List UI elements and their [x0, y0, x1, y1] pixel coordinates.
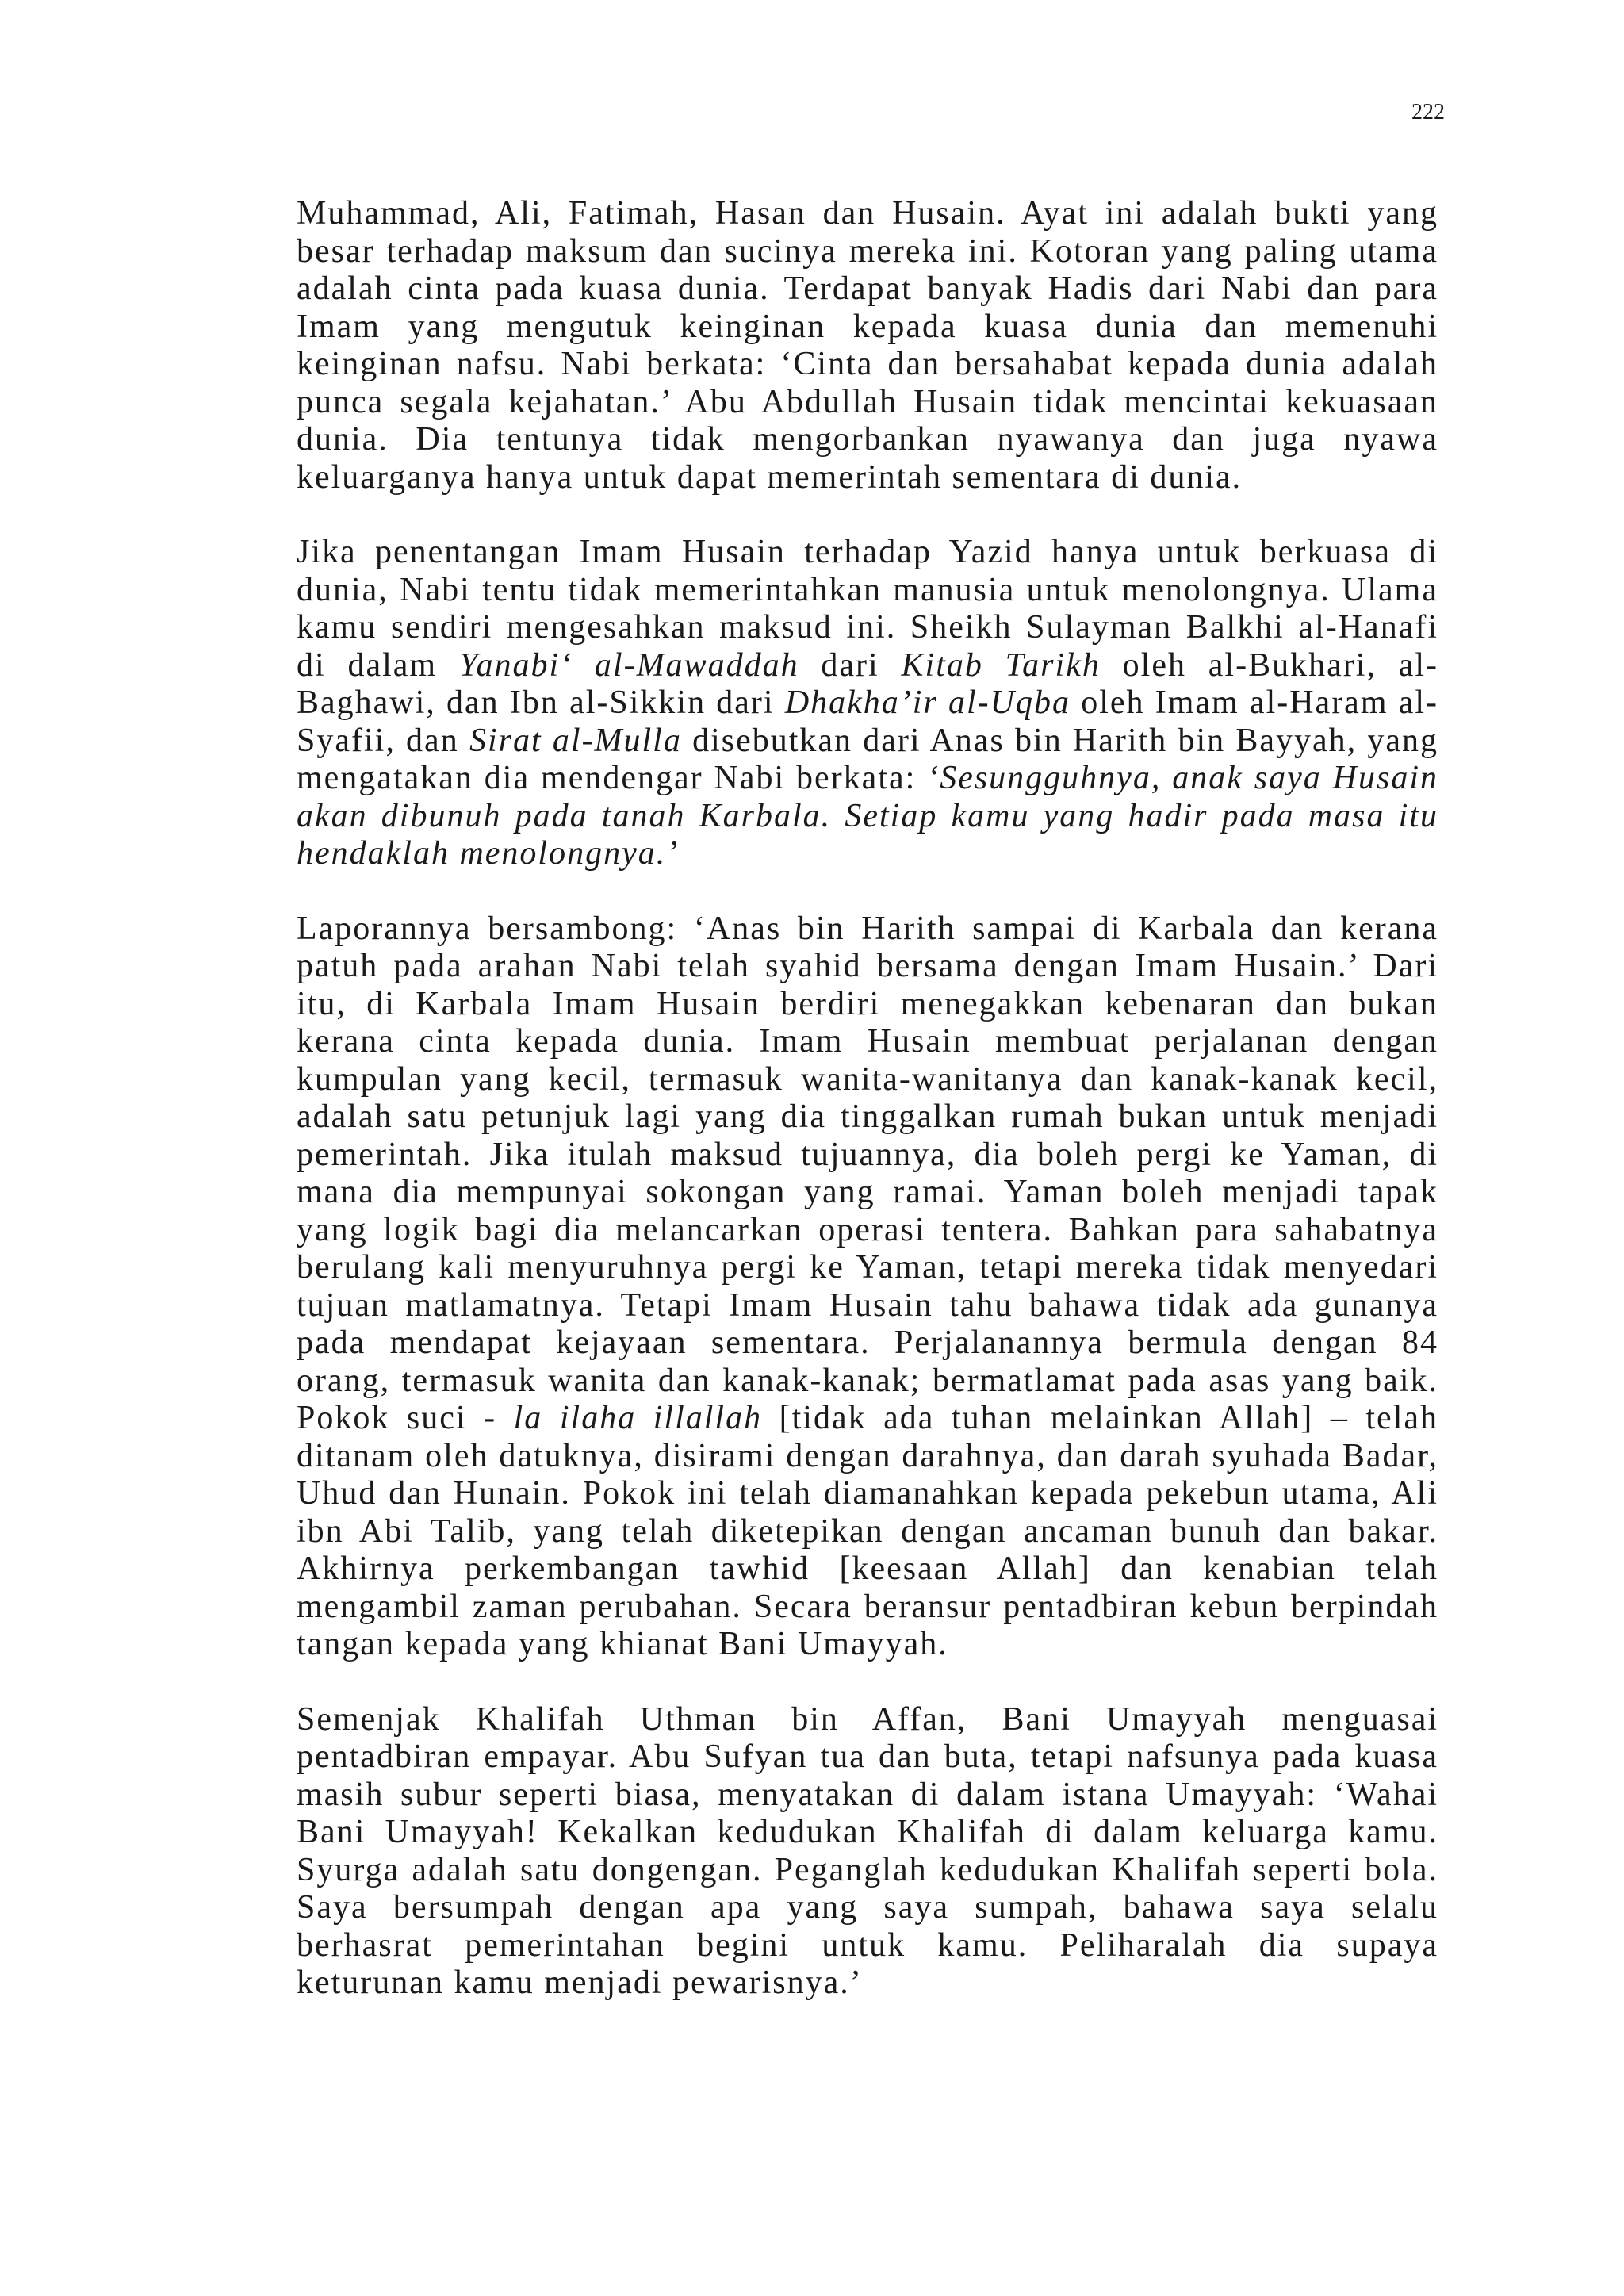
italic-text: Yanabi‘ al-Mawaddah: [458, 646, 799, 684]
paragraph-text: Laporannya bersambong: ‘Anas bin Harith sampai di Karbala dan kerana patuh pada arahan Nabi telah syahid bersama dengan Imam Husain.’ Dari itu, di Karbala Imam Husain berdiri menegakkan kebenaran dan bukan kerana cinta kepada dunia. Imam Husain membuat perjalanan dengan kumpulan yang kecil, termasuk wanita-wanitanya dan kanak-kanak kecil, adalah satu petunjuk lagi yang dia tinggalkan rumah bukan untuk menjadi pemerintah. Jika itulah maksud tujuannya, dia boleh pergi ke Yaman, di mana dia mempunyai sokongan yang ramai. Yaman boleh menjadi tapak yang logik bagi dia melancarkan operasi tentera. Bahkan para sahabatnya berulang kali menyuruhnya pergi ke Yaman, tetapi mereka tidak menyedari tujuan matlamatnya. Tetapi Imam Husain tahu bahawa tidak ada gunanya pada mendapat kejayaan sementara. Perjalanannya bermula dengan 84 orang, termasuk wanita dan kanak-kanak; bermatlamat pada asas yang baik. Pokok suci -: [297, 910, 1438, 1436]
paragraph-text: oleh al-Bukhari, al-Baghawi, dan Ibn al-Sikkin dari: [297, 646, 1439, 721]
paragraph-text: [tidak ada tuhan melainkan Allah] – telah ditanam oleh datuknya, disirami dengan darahnya, dan darah syuhada Badar, Uhud dan Hunain. Pokok ini telah diamanahkan kepada pekebun utama, Ali ibn Abi Talib, yang telah diketepikan dengan ancaman bunuh dan bakar. Akhirnya perkembangan tawhid [keesaan Allah] dan kenabian telah mengambil zaman perubahan. Secara beransur pentadbiran kebun berpindah tangan kepada yang khianat Bani Umayyah.: [297, 1400, 1439, 1662]
italic-text: Dhakha’ir al-Uqba: [784, 684, 1071, 721]
paragraph-2: [297, 534, 1438, 873]
paragraph-text: Jika penentangan Imam Husain terhadap Yazid hanya untuk berkuasa di dunia, Nabi tentu tidak memerintahkan manusia untuk menolongnya. Ulama kamu sendiri mengesahkan maksud ini. Sheikh Sulayman Balkhi al-Hanafi di dalam: [297, 534, 1438, 684]
italic-text: Kitab Tarikh: [901, 646, 1101, 684]
page-body: [297, 195, 1438, 2003]
paragraph-text: oleh Imam al-Haram al-Syafii, dan: [297, 684, 1439, 759]
paragraph-text: disebutkan dari Anas bin Harith bin Bayyah, yang mengatakan dia mendengar Nabi berkata:: [297, 722, 1439, 796]
paragraph-text: dari: [799, 646, 902, 684]
paragraph-4: [297, 1701, 1438, 2003]
italic-text: Sirat al-Mulla: [469, 722, 682, 759]
paragraph-1: [297, 195, 1438, 496]
italic-text: ‘Sesungguhnya, anak saya Husain akan dibunuh pada tanah Karbala. Setiap kamu yang hadir pada masa itu hendaklah menolongnya.’: [297, 760, 1438, 872]
paragraph-3: [297, 910, 1438, 1664]
page-number: 222: [1411, 100, 1445, 125]
italic-text: la ilaha illallah: [513, 1400, 763, 1436]
paragraph-text: Muhammad, Ali, Fatimah, Hasan dan Husain. Ayat ini adalah bukti yang besar terhadap maksum dan sucinya mereka ini. Kotoran yang paling utama adalah cinta pada kuasa dunia. Terdapat banyak Hadis dari Nabi dan para Imam yang mengutuk keinginan kepada kuasa dunia dan memenuhi keinginan nafsu. Nabi berkata: ‘Cinta dan bersahabat kepada dunia adalah punca segala kejahatan.’ Abu Abdullah Husain tidak mencintai kekuasaan dunia. Dia tentunya tidak mengorbankan nyawanya dan juga nyawa keluarganya hanya untuk dapat memerintah sementara di dunia.: [297, 195, 1438, 496]
paragraph-text: Semenjak Khalifah Uthman bin Affan, Bani Umayyah menguasai pentadbiran empayar. Abu Sufyan tua dan buta, tetapi nafsunya pada kuasa masih subur seperti biasa, menyatakan di dalam istana Umayyah: ‘Wahai Bani Umayyah! Kekalkan kedudukan Khalifah di dalam keluarga kamu. Syurga adalah satu dongengan. Peganglah kedudukan Khalifah seperti bola. Saya bersumpah dengan apa yang saya sumpah, bahawa saya selalu berhasrat pemerintahan begini untuk kamu. Peliharalah dia supaya keturunan kamu menjadi pewarisnya.’: [297, 1700, 1438, 2001]
